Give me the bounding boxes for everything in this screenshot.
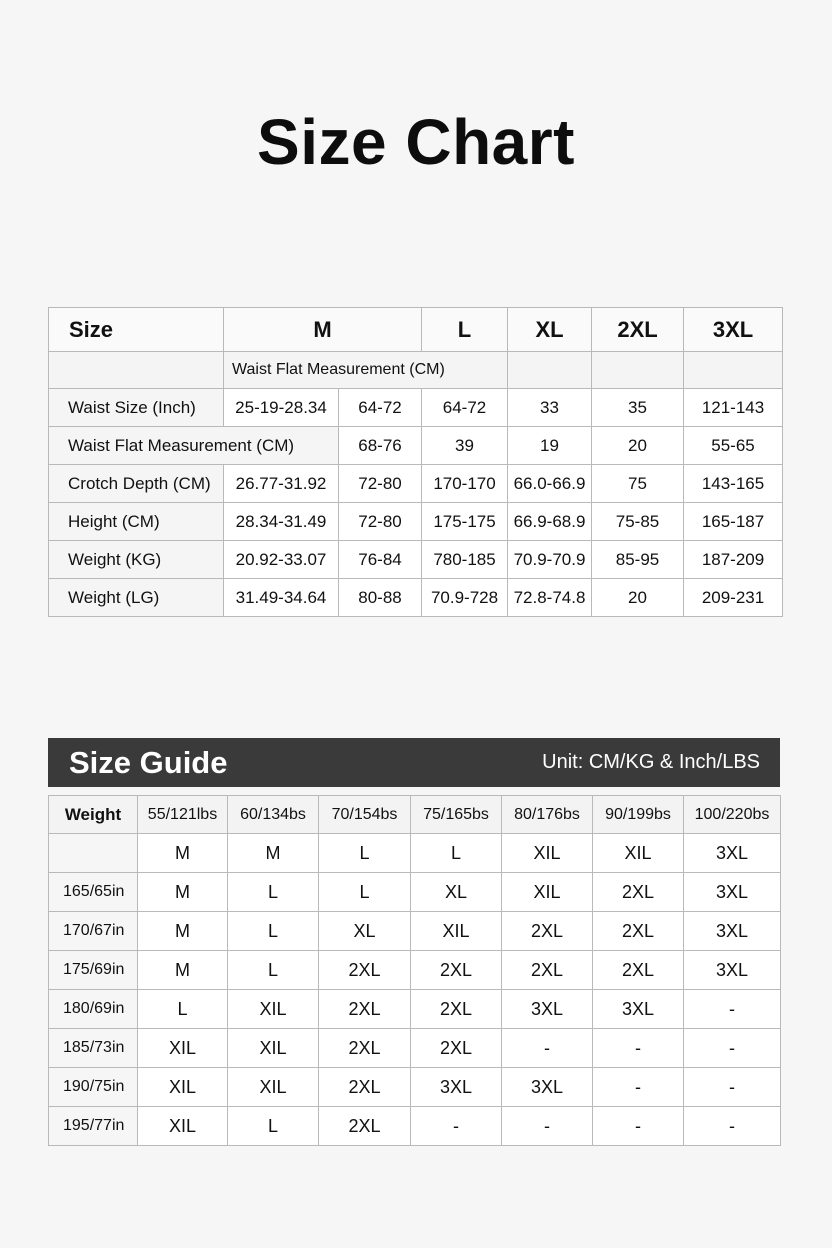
- size-cell: M: [138, 912, 228, 951]
- size-header-cell: M: [224, 308, 422, 352]
- size-cell: 3XL: [684, 951, 781, 990]
- table-cell: 64-72: [339, 389, 422, 427]
- table-cell: 20.92-33.07: [224, 541, 339, 579]
- row-label: Waist Size (Inch): [49, 389, 224, 427]
- size-cell: 3XL: [502, 1068, 593, 1107]
- size-chart-table: [48, 307, 783, 617]
- unit-label: Unit: CM/KG & Inch/LBS: [542, 751, 760, 773]
- weight-header-cell: 55/121lbs: [138, 796, 228, 834]
- weight-header-cell: 60/134bs: [228, 796, 319, 834]
- size-cell: XIL: [228, 1029, 319, 1068]
- size-cell: XIL: [502, 873, 593, 912]
- size-cell: L: [228, 873, 319, 912]
- size-cell: -: [684, 1107, 781, 1146]
- table-row: [49, 503, 783, 541]
- table-row: [49, 873, 781, 912]
- table-cell: 20: [592, 427, 684, 465]
- height-label: 180/69in: [49, 990, 138, 1029]
- table-row: [49, 1029, 781, 1068]
- size-cell: XIL: [228, 990, 319, 1029]
- size-cell: 2XL: [593, 951, 684, 990]
- size-cell: L: [228, 951, 319, 990]
- size-cell: XIL: [502, 834, 593, 873]
- table-cell: 39: [422, 427, 508, 465]
- table-cell: 28.34-31.49: [224, 503, 339, 541]
- size-cell: -: [502, 1107, 593, 1146]
- weight-header-cell: 90/199bs: [593, 796, 684, 834]
- size-header-cell: 2XL: [592, 308, 684, 352]
- table-row: [49, 912, 781, 951]
- table-cell: 187-209: [684, 541, 783, 579]
- height-label: 185/73in: [49, 1029, 138, 1068]
- size-cell: XIL: [593, 834, 684, 873]
- table-cell: 68-76: [339, 427, 422, 465]
- table-cell: 72-80: [339, 465, 422, 503]
- size-cell: XIL: [138, 1068, 228, 1107]
- size-cell: XIL: [411, 912, 502, 951]
- table-cell: 19: [508, 427, 592, 465]
- size-cell: 2XL: [319, 951, 411, 990]
- table-row: [49, 1107, 781, 1146]
- table-cell: 70.9-70.9: [508, 541, 592, 579]
- size-cell: 2XL: [593, 873, 684, 912]
- size-cell: 3XL: [684, 873, 781, 912]
- weight-header-cell: 75/165bs: [411, 796, 502, 834]
- table-row: [49, 990, 781, 1029]
- size-cell: 2XL: [319, 1107, 411, 1146]
- table-cell: 143-165: [684, 465, 783, 503]
- size-guide-title: Size Guide: [69, 744, 228, 780]
- table-cell: 75: [592, 465, 684, 503]
- table-cell: [592, 352, 684, 389]
- table-row: [49, 541, 783, 579]
- size-cell: -: [593, 1029, 684, 1068]
- size-cell: -: [502, 1029, 593, 1068]
- page-title: Size Chart: [257, 106, 575, 178]
- size-cell: 3XL: [593, 990, 684, 1029]
- weight-header-cell: 100/220bs: [684, 796, 781, 834]
- size-cell: M: [138, 873, 228, 912]
- table-cell: 70.9-728: [422, 579, 508, 617]
- table-row: [49, 427, 783, 465]
- table-cell: 35: [592, 389, 684, 427]
- table-cell: [684, 352, 783, 389]
- size-header-cell: XL: [508, 308, 592, 352]
- table-cell: 66.9-68.9: [508, 503, 592, 541]
- table-cell: 72-80: [339, 503, 422, 541]
- size-cell: L: [319, 834, 411, 873]
- table-row: [49, 951, 781, 990]
- size-cell: -: [684, 1068, 781, 1107]
- table-cell: 75-85: [592, 503, 684, 541]
- table-cell: 66.0-66.9: [508, 465, 592, 503]
- size-cell: L: [319, 873, 411, 912]
- size-cell: -: [593, 1107, 684, 1146]
- size-cell: L: [228, 1107, 319, 1146]
- size-cell: M: [138, 834, 228, 873]
- subheader-text: Waist Flat Measurement (CM): [224, 352, 508, 389]
- size-cell: -: [684, 990, 781, 1029]
- size-cell: 2XL: [411, 951, 502, 990]
- size-cell: 2XL: [593, 912, 684, 951]
- table-cell: 780-185: [422, 541, 508, 579]
- table-cell: 170-170: [422, 465, 508, 503]
- row-label: Height (CM): [49, 503, 224, 541]
- size-cell: 3XL: [411, 1068, 502, 1107]
- table-cell: [49, 352, 224, 389]
- size-guide-header-row: [49, 796, 781, 834]
- size-cell: 3XL: [502, 990, 593, 1029]
- size-cell: 2XL: [411, 1029, 502, 1068]
- size-cell: L: [228, 912, 319, 951]
- table-cell: 209-231: [684, 579, 783, 617]
- size-guide-table: [48, 795, 781, 1146]
- size-guide-banner: [48, 738, 780, 787]
- row-label: Weight (KG): [49, 541, 224, 579]
- weight-header-label: Weight: [49, 796, 138, 834]
- table-cell: 72.8-74.8: [508, 579, 592, 617]
- table-cell: 26.77-31.92: [224, 465, 339, 503]
- height-label: 165/65in: [49, 873, 138, 912]
- size-cell: XIL: [138, 1029, 228, 1068]
- weight-header-cell: 80/176bs: [502, 796, 593, 834]
- height-label: 190/75in: [49, 1068, 138, 1107]
- size-cell: 3XL: [684, 834, 781, 873]
- table-cell: 55-65: [684, 427, 783, 465]
- table-cell: 31.49-34.64: [224, 579, 339, 617]
- table-cell: 165-187: [684, 503, 783, 541]
- size-cell: 2XL: [502, 951, 593, 990]
- table-cell: 76-84: [339, 541, 422, 579]
- size-cell: 2XL: [319, 1029, 411, 1068]
- table-cell: 80-88: [339, 579, 422, 617]
- size-cell: 2XL: [411, 990, 502, 1029]
- table-cell: 121-143: [684, 389, 783, 427]
- size-cell: M: [138, 951, 228, 990]
- size-cell: 2XL: [319, 1068, 411, 1107]
- table-row: [49, 389, 783, 427]
- size-chart-header-row: [49, 308, 783, 352]
- row-label: Crotch Depth (CM): [49, 465, 224, 503]
- size-cell: 2XL: [502, 912, 593, 951]
- size-cell: -: [684, 1029, 781, 1068]
- size-cell: 2XL: [319, 990, 411, 1029]
- size-header-cell: L: [422, 308, 508, 352]
- row-label: Waist Flat Measurement (CM): [49, 427, 339, 465]
- height-label: 175/69in: [49, 951, 138, 990]
- height-label: 170/67in: [49, 912, 138, 951]
- table-row: [49, 465, 783, 503]
- table-cell: 64-72: [422, 389, 508, 427]
- table-cell: [508, 352, 592, 389]
- size-cell: XL: [319, 912, 411, 951]
- table-cell: 175-175: [422, 503, 508, 541]
- table-row: [49, 579, 783, 617]
- height-label: [49, 834, 138, 873]
- row-label: Weight (LG): [49, 579, 224, 617]
- size-cell: XIL: [228, 1068, 319, 1107]
- size-cell: XL: [411, 873, 502, 912]
- table-cell: 25-19-28.34: [224, 389, 339, 427]
- size-cell: XIL: [138, 1107, 228, 1146]
- table-cell: 20: [592, 579, 684, 617]
- table-cell: 33: [508, 389, 592, 427]
- table-row: [49, 1068, 781, 1107]
- size-cell: -: [593, 1068, 684, 1107]
- height-label: 195/77in: [49, 1107, 138, 1146]
- size-cell: L: [138, 990, 228, 1029]
- size-cell: 3XL: [684, 912, 781, 951]
- size-cell: -: [411, 1107, 502, 1146]
- weight-header-cell: 70/154bs: [319, 796, 411, 834]
- size-header-cell: 3XL: [684, 308, 783, 352]
- size-cell: L: [411, 834, 502, 873]
- size-cell: M: [228, 834, 319, 873]
- size-chart-subheader-row: [49, 352, 783, 389]
- table-row: [49, 834, 781, 873]
- size-header-label: Size: [49, 308, 224, 352]
- table-cell: 85-95: [592, 541, 684, 579]
